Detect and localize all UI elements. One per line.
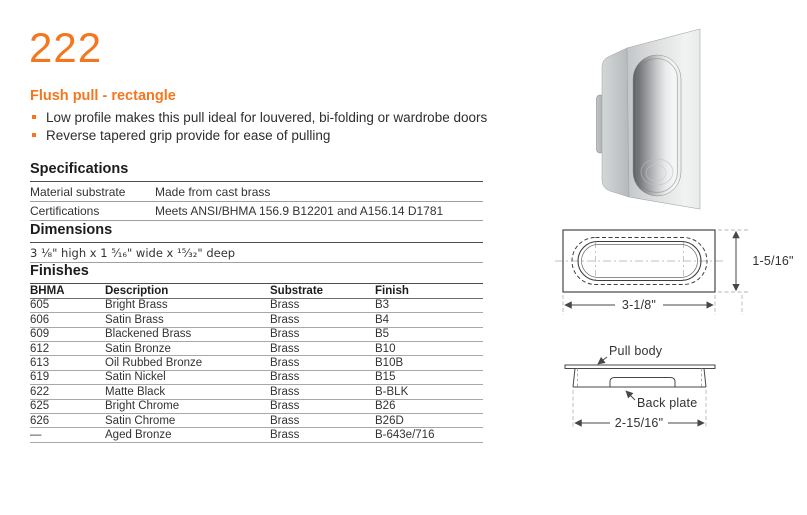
product-subtitle: Flush pull - rectangle — [30, 88, 176, 104]
dimensions-row — [30, 243, 483, 263]
cell-finish: B15 — [375, 371, 396, 384]
finish-row — [30, 328, 483, 342]
height-dimension-label: 1-5/16" — [752, 254, 794, 268]
cell-substrate: Brass — [270, 342, 300, 355]
cell-description: Satin Chrome — [105, 414, 176, 427]
finish-row — [30, 400, 483, 414]
finish-row — [30, 385, 483, 399]
spec-row — [30, 202, 483, 222]
top-view-drawing — [552, 221, 804, 319]
col-header-finish: Finish — [375, 284, 409, 297]
cell-bhma: 613 — [30, 357, 50, 370]
feature-item — [30, 109, 510, 126]
cell-description: Bright Chrome — [105, 400, 180, 413]
cell-description: Matte Black — [105, 385, 166, 398]
cell-substrate: Brass — [270, 429, 300, 441]
cell-substrate: Brass — [270, 385, 300, 398]
cell-description: Bright Brass — [105, 299, 168, 312]
feature-item — [30, 127, 510, 144]
cell-finish: B26 — [375, 400, 396, 413]
col-header-bhma: BHMA — [30, 284, 65, 297]
cell-bhma: 622 — [30, 385, 50, 398]
cell-substrate: Brass — [270, 328, 300, 341]
flush-pull-photo-illustration — [590, 16, 715, 216]
spec-value: Meets ANSI/BHMA 156.9 B12201 and A156.14 D1781 — [155, 204, 444, 218]
dimensions-heading: Dimensions — [30, 222, 483, 243]
cell-finish: B-643e/716 — [375, 429, 435, 441]
cell-substrate: Brass — [270, 400, 300, 413]
pull-recess — [633, 55, 681, 196]
back-plate-label: Back plate — [637, 396, 698, 410]
col-header-description: Description — [105, 284, 169, 297]
spec-label: Material substrate — [30, 184, 126, 199]
cell-bhma: 606 — [30, 313, 50, 326]
cell-bhma: — — [30, 429, 42, 441]
cell-description: Satin Brass — [105, 313, 164, 326]
finish-row — [30, 371, 483, 385]
cell-substrate: Brass — [270, 357, 300, 370]
dimensions-text: 3 ¹⁄₈" high x 1 ⁵⁄₁₆" wide x ¹⁵⁄₃₂" deep — [30, 245, 236, 260]
cell-bhma: 609 — [30, 328, 50, 341]
spec-label: Certifications — [30, 204, 100, 218]
cell-finish: B3 — [375, 299, 390, 312]
cell-substrate: Brass — [270, 371, 300, 384]
cell-description: Aged Bronze — [105, 429, 172, 441]
cell-description: Satin Nickel — [105, 371, 166, 384]
cell-finish: B4 — [375, 313, 390, 326]
bullet-icon — [32, 133, 36, 137]
cell-substrate: Brass — [270, 313, 300, 326]
back-plate-outline — [610, 378, 675, 388]
cell-finish: B10 — [375, 342, 396, 355]
cell-substrate: Brass — [270, 414, 300, 427]
bullet-icon — [32, 115, 36, 119]
cell-finish: B5 — [375, 328, 390, 341]
finishes-header-row — [30, 284, 483, 299]
cell-description: Satin Bronze — [105, 342, 171, 355]
section-view-drawing — [552, 334, 804, 446]
feature-list — [30, 109, 510, 145]
finish-row — [30, 313, 483, 327]
cell-finish: B26D — [375, 414, 404, 427]
pull-body-flange — [565, 365, 715, 369]
pull-front-plate — [627, 29, 700, 209]
col-header-substrate: Substrate — [270, 284, 324, 297]
section-view-diagram — [552, 334, 804, 446]
finish-row — [30, 414, 483, 428]
finish-row — [30, 299, 483, 313]
cell-bhma: 605 — [30, 299, 50, 312]
cell-bhma: 626 — [30, 414, 50, 427]
product-photo — [590, 16, 715, 216]
cell-finish: B10B — [375, 357, 404, 370]
finish-row — [30, 356, 483, 370]
section-width-dimension-label: 2-15/16" — [614, 416, 664, 430]
cell-substrate: Brass — [270, 299, 300, 312]
feature-text: Reverse tapered grip provide for ease of pulling — [46, 128, 331, 143]
cell-description: Oil Rubbed Bronze — [105, 357, 203, 370]
finishes-heading: Finishes — [30, 263, 483, 284]
dimensions-section — [30, 222, 483, 263]
specifications-section — [30, 161, 483, 221]
pull-side-body — [597, 48, 630, 197]
feature-text: Low profile makes this pull ideal for louvered, bi-folding or wardrobe doors — [46, 110, 488, 125]
top-view-diagram — [552, 221, 804, 319]
finishes-section — [30, 263, 483, 443]
spec-value: Made from cast brass — [155, 184, 271, 199]
product-number: 222 — [29, 24, 103, 71]
finish-row — [30, 428, 483, 442]
spec-row — [30, 182, 483, 202]
cell-finish: B-BLK — [375, 385, 409, 398]
cell-bhma: 619 — [30, 371, 50, 384]
finish-row — [30, 342, 483, 356]
specifications-heading: Specifications — [30, 161, 483, 182]
cell-description: Blackened Brass — [105, 328, 192, 341]
cell-bhma: 612 — [30, 342, 50, 355]
pull-body-label: Pull body — [609, 344, 663, 358]
cell-bhma: 625 — [30, 400, 50, 413]
width-dimension-label: 3-1/8" — [621, 298, 657, 312]
